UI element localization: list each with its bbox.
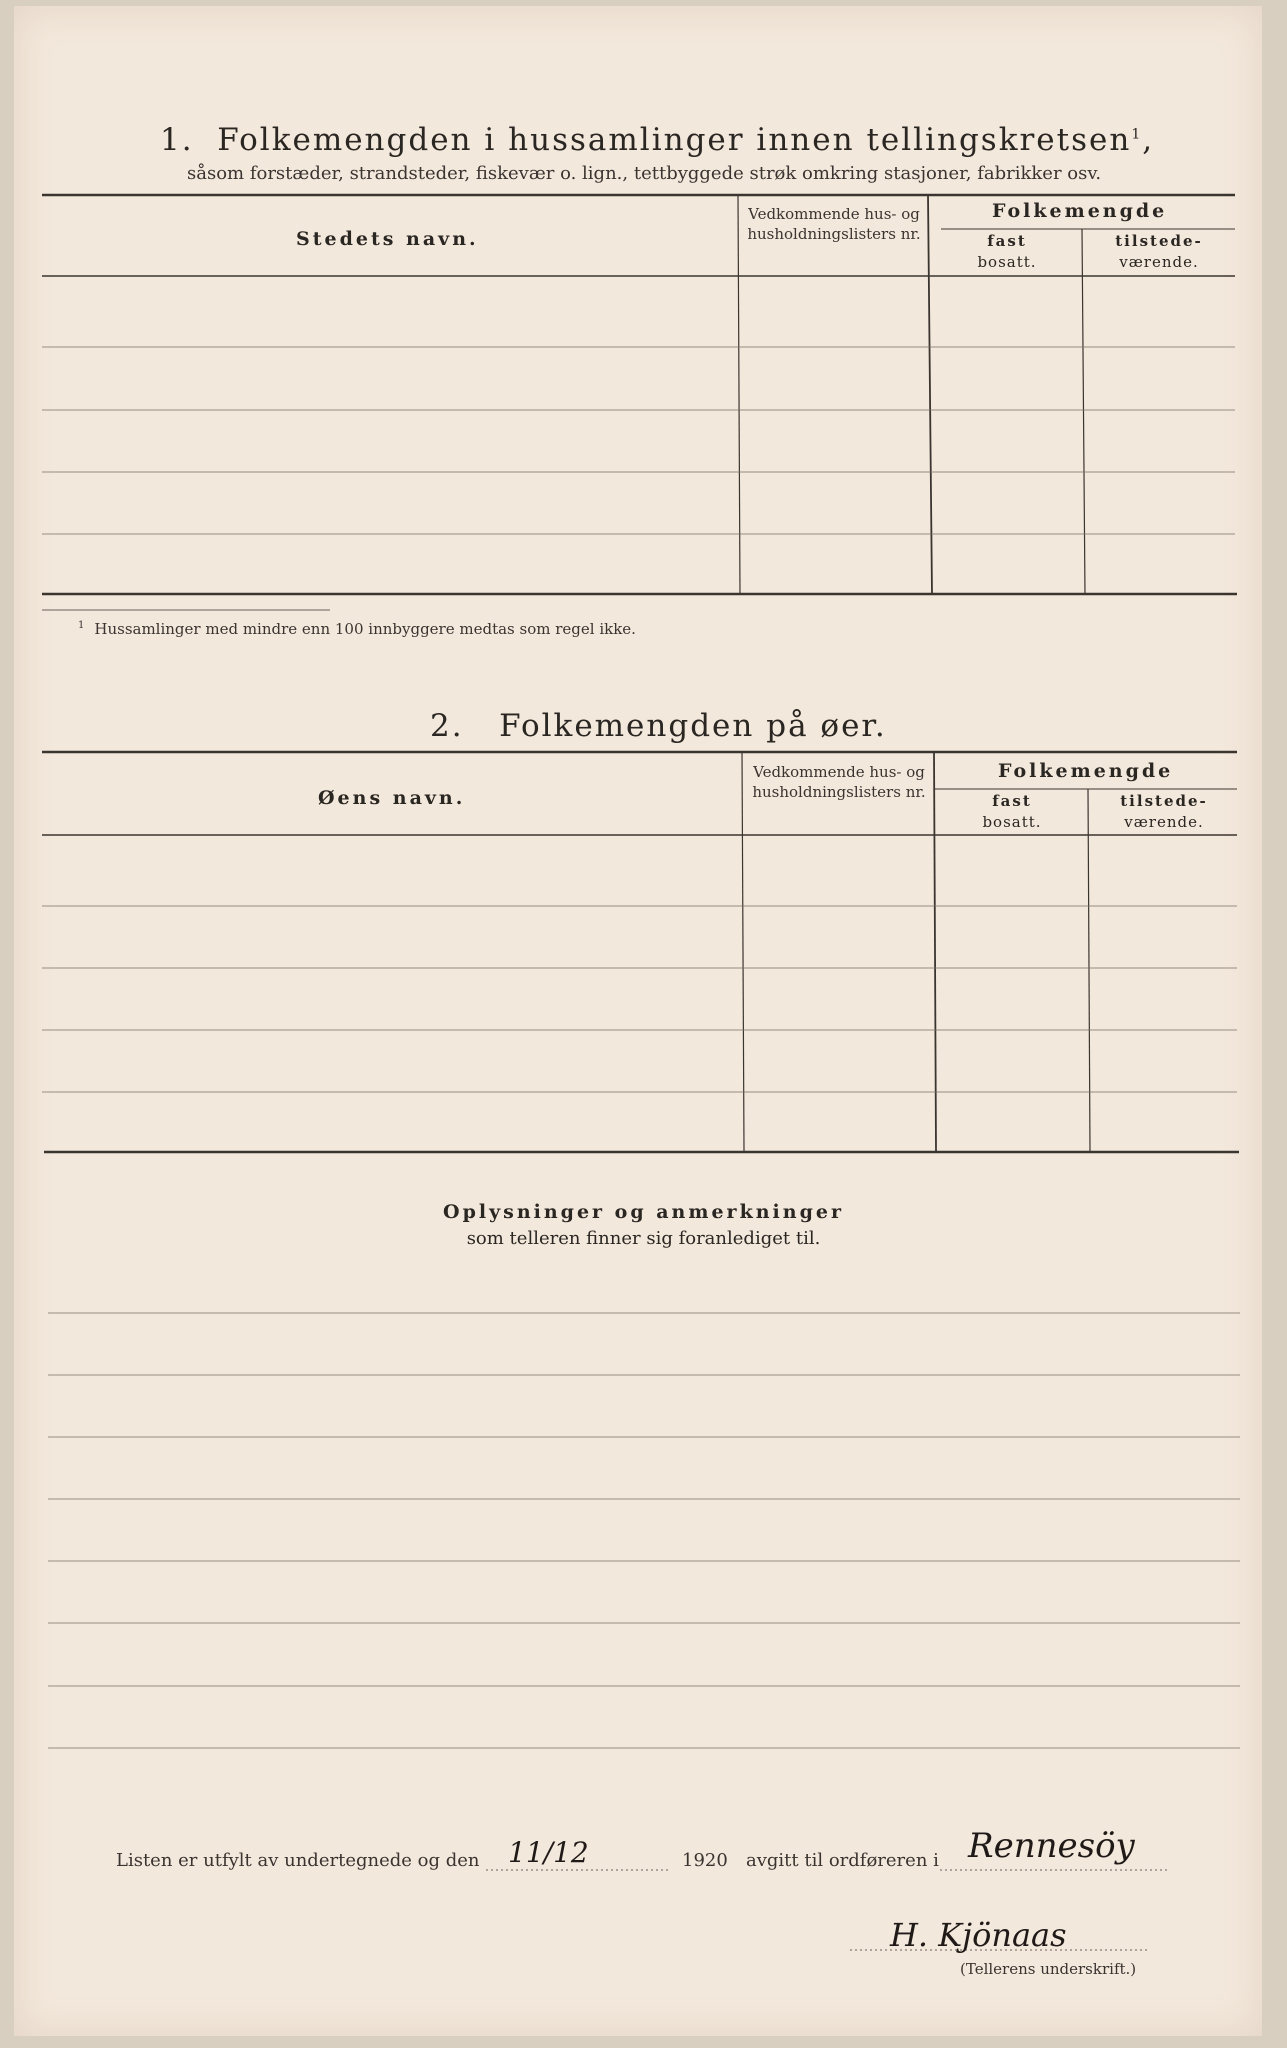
section-2-col-list: Vedkommende hus- og husholdningslisters nr. [752, 763, 926, 801]
section-1-col-tilstede-line2: værende. [1119, 253, 1199, 271]
signature-middle: avgitt til ordføreren i [746, 1850, 939, 1871]
signature-year: 1920 [682, 1850, 728, 1871]
section-2-title [430, 708, 887, 744]
section-2-heading: Folkemengden på øer. [499, 708, 887, 744]
footnote [78, 620, 636, 638]
signature-caption: (Tellerens underskrift.) [960, 1960, 1137, 1978]
section-1-title-suffix: , [1142, 122, 1155, 158]
section-2-col-fast-line2: bosatt. [982, 813, 1042, 831]
section-1-col-fast-line1: fast [987, 232, 1027, 250]
section-1-col-name: Stedets navn. [296, 228, 479, 250]
section-2-col-tilstede [1090, 791, 1238, 833]
section-1-col-tilstede-line1: tilstede- [1115, 232, 1203, 250]
footnote-text: Hussamlinger med mindre enn 100 innbyggere medtas som regel ikke. [94, 620, 636, 638]
section-2-col-tilstede-line1: tilstede- [1120, 792, 1208, 810]
section-1-col-list: Vedkommende hus- og husholdningslisters nr. [747, 205, 921, 243]
remarks-subtitle: som telleren finner sig foranlediget til. [466, 1228, 821, 1249]
section-2-col-tilstede-line2: værende. [1124, 813, 1204, 831]
section-2-col-fast [936, 791, 1088, 833]
enumerator-signature: H. Kjönaas [890, 1916, 1067, 1954]
signature-prefix: Listen er utfylt av undertegnede og den [116, 1850, 480, 1871]
section-2-col-group: Folkemengde [998, 760, 1174, 782]
section-1-footnote-marker: 1 [1131, 126, 1143, 143]
section-1-col-group: Folkemengde [992, 200, 1168, 222]
section-1-col-fast [932, 231, 1082, 273]
section-1-number: 1. [160, 122, 194, 158]
signature-municipality: Rennesöy [968, 1826, 1135, 1866]
signature-date: 11/12 [508, 1836, 589, 1869]
section-2-col-name: Øens navn. [318, 787, 466, 809]
section-1-col-fast-line2: bosatt. [977, 253, 1037, 271]
section-1-col-tilstede [1084, 231, 1234, 273]
section-2-number: 2. [430, 708, 464, 744]
section-1-title [160, 122, 1154, 158]
section-2-col-fast-line1: fast [992, 792, 1032, 810]
section-1-subtitle: såsom forstæder, strandsteder, fiskevær o. lign., tettbyggede strøk omkring stasjoner, fabrikker osv. [187, 163, 1102, 184]
section-1-heading: Folkemengden i hussamlinger innen tellingskretsen [217, 122, 1132, 158]
remarks-title: Oplysninger og anmerkninger [443, 1201, 844, 1223]
footnote-marker: 1 [78, 620, 85, 631]
